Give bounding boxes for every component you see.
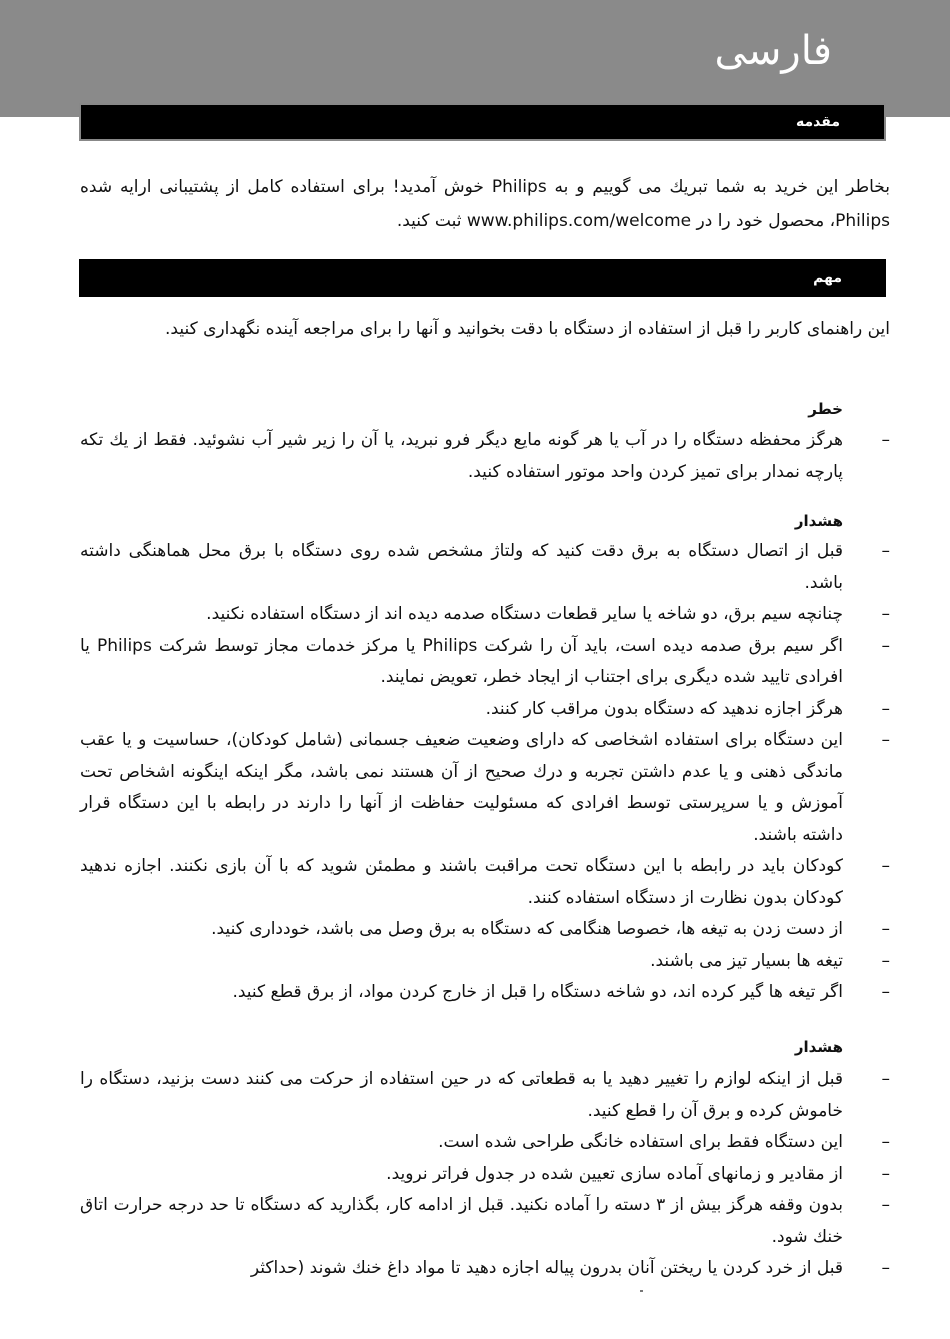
dash-bullet: –	[881, 1069, 890, 1089]
list-item	[80, 1127, 890, 1159]
section-title-important: مهم	[813, 270, 842, 286]
list-item-text: قبل از اتصال دستگاه به برق دقت كنید كه ولتاژ مشخص شده روی دستگاه با برق محل هماهنگی داشته باشد.	[80, 541, 843, 593]
language-title: فارسی	[714, 28, 832, 74]
dash-bullet: –	[881, 698, 890, 719]
list-item-text: چنانچه سیم برق، دو شاخه یا سایر قطعات دستگاه صدمه دیده اند از دستگاه استفاده نكنید.	[206, 604, 843, 624]
list-item-text: از دست زدن به تیغه ها، خصوصا هنگامی كه دستگاه به برق وصل می باشد، خودداری كنید.	[211, 919, 843, 939]
list-item-text: از مقادیر و زمانهای آماده سازی تعیین شده در جدول فراتر نروید.	[386, 1163, 843, 1184]
dash-bullet: –	[881, 856, 890, 876]
dash-bullet: –	[881, 730, 890, 750]
list-item-text: این دستگاه فقط برای استفاده خانگی طراحی شده است.	[438, 1132, 843, 1152]
danger-list	[80, 425, 890, 488]
list-item-text: هرگز اجازه ندهید كه دستگاه بدون مراقب كار كنند.	[485, 698, 843, 719]
list-item	[80, 1064, 890, 1127]
warning-heading: هشدار	[794, 512, 843, 530]
caution-list	[80, 1064, 890, 1285]
dash-bullet: –	[881, 1258, 890, 1278]
important-paragraph: این راهنمای كاربر را قبل از استفاده از دستگاه با دقت بخوانید و آنها را برای مراجعه آینده نگهداری كنید.	[165, 319, 890, 339]
page-mark	[640, 1290, 643, 1292]
dash-bullet: –	[881, 982, 890, 1002]
list-item-text: قبل از خرد كردن یا ریختن آنان بدرون پیاله اجازه دهید تا مواد داغ خنك شوند (حداكثر	[250, 1258, 843, 1278]
dash-bullet: –	[881, 430, 890, 450]
dash-bullet: –	[881, 919, 890, 939]
list-item-text: تیغه ها بسیار تیز می باشند.	[650, 950, 843, 971]
list-item	[80, 599, 890, 631]
list-item-text: اگر تیغه ها گیر كرده اند، دو شاخه دستگاه را قبل از خارج كردن مواد، از برق قطع كنید.	[232, 982, 843, 1002]
dash-bullet: –	[881, 950, 890, 971]
section-title-intro: مقدمه	[796, 114, 840, 130]
dash-bullet: –	[881, 1163, 890, 1184]
list-item	[80, 631, 890, 694]
list-item	[80, 851, 890, 914]
list-item	[80, 914, 890, 946]
list-item	[80, 1159, 890, 1191]
dash-bullet: –	[881, 541, 890, 561]
list-item	[80, 1190, 890, 1253]
list-item	[80, 425, 890, 488]
dash-bullet: –	[881, 1195, 890, 1215]
list-item-text: كودكان باید در رابطه با این دستگاه تحت مراقبت باشند و مطمئن شوید كه با آن بازی نكنند. اجازه ندهید كودكان بدون نظارت از دستگاه استفاده كنند.	[80, 856, 843, 908]
dash-bullet: –	[881, 604, 890, 624]
dash-bullet: –	[881, 635, 890, 656]
list-item-text: بدون وقفه هرگز بیش از ۳ دسته را آماده نكنید. قبل از ادامه كار، بگذارید كه دستگاه تا حد درجه حرارت اتاق خنك شود.	[80, 1195, 843, 1247]
intro-paragraph: بخاطر این خرید به شما تبریك می گوییم و به Philips خوش آمدید! برای استفاده كامل از پشتیبانی ارایه شده Philips، محصول خود را در www.philips.com/welcome ثبت كنید.	[80, 177, 890, 231]
list-item-text: این دستگاه برای استفاده اشخاصی كه دارای وضعیت ضعیف جسمانی (شامل كودكان)، حساسیت و یا عقب ماندگی ذهنی و یا عدم داشتن تجربه و درك صحیح از آن هستند نمی باشد، مگر اینكه اینگونه اشخاص تحت آموزش و یا سرپرستی توسط افرادی كه مسئولیت حفاظت از آنها را دارند در رابطه با این دستگاه قرار داشته باشند.	[80, 730, 843, 845]
list-item-text: اگر سیم برق صدمه دیده است، باید آن را شركت Philips یا مركز خدمات مجاز توسط شركت Philips یا افرادی تایید شده دیگری برای اجتناب از ایجاد خطر، تعویض نمایند.	[80, 635, 843, 687]
list-item	[80, 694, 890, 726]
dash-bullet: –	[881, 1132, 890, 1152]
list-item	[80, 536, 890, 599]
list-item	[80, 977, 890, 1009]
list-item	[80, 725, 890, 851]
warning-list	[80, 536, 890, 1009]
header-band	[0, 0, 950, 117]
list-item-text: قبل از اینكه لوازم را تغییر دهید یا به قطعاتی كه در حین استفاده از حركت می كنند دست بزنید، دستگاه را خاموش كرده و برق آن را قطع كنید.	[80, 1069, 843, 1121]
section-header-intro	[79, 103, 886, 141]
caution-heading: هشدار	[794, 1038, 843, 1056]
danger-heading: خطر	[808, 400, 843, 418]
list-item	[80, 1253, 890, 1285]
list-item	[80, 946, 890, 978]
section-header-important	[79, 259, 886, 297]
list-item-text: هرگز محفظه دستگاه را در آب یا هر گونه مایع دیگر فرو نبرید، یا آن را زیر شیر آب نشوئید. فقط از یك تكه پارچه نمدار برای تمیز كردن واحد موتور استفاده كنید.	[80, 430, 843, 482]
